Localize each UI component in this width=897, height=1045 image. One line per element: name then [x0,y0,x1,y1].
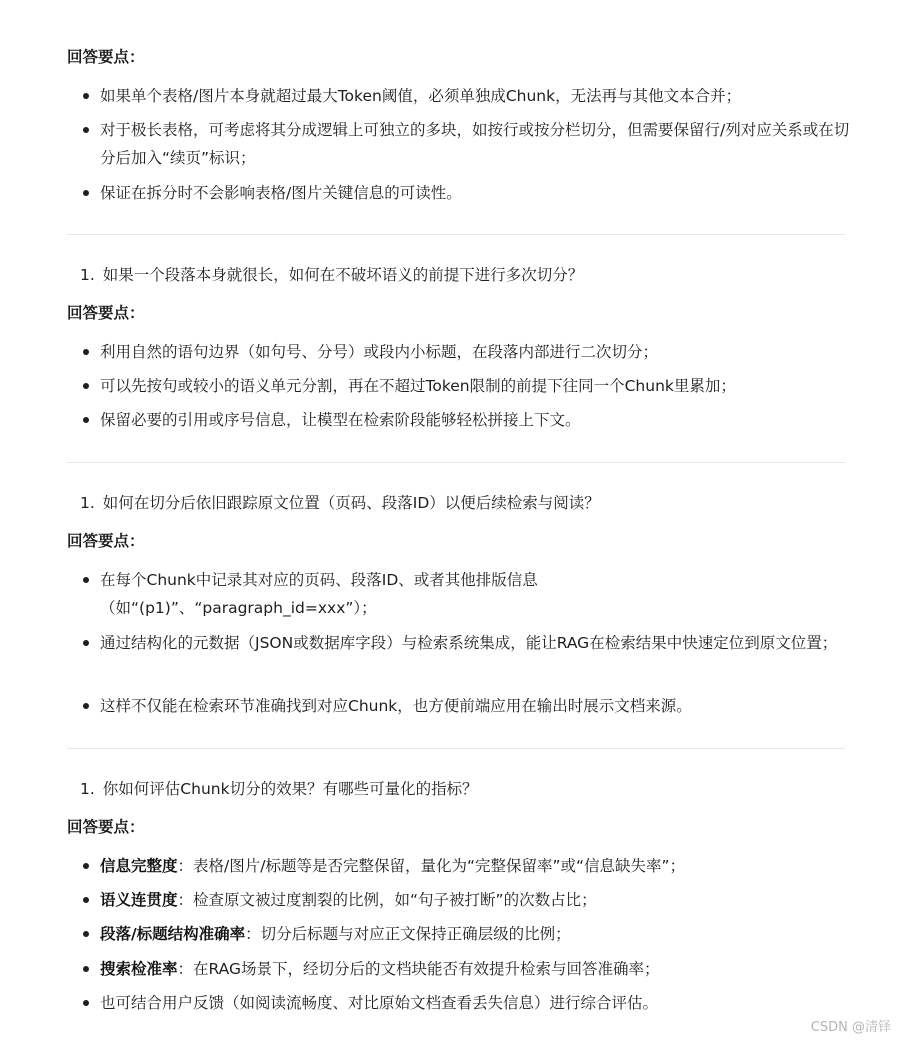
list-item: 保证在拆分时不会影响表格/图片关键信息的可读性。 [100,179,850,207]
list-item: 保留必要的引用或序号信息，让模型在检索阶段能够轻松拼接上下文。 [100,406,850,434]
question-title: 1. 如何在切分后依旧跟踪原文位置（页码、段落ID）以便后续检索与阅读？ [80,494,600,512]
list-item: 如果单个表格/图片本身就超过最大Token阈值，必须单独成Chunk，无法再与其他文本合并； [100,82,850,110]
watermark: CSDN @清铎 [810,1020,891,1035]
list-item: 对于极长表格，可考虑将其分成逻辑上可独立的多块，如按行或按分栏切分，但需要保留行/列对应关系或在切分后加入“续页”标识； [100,116,850,172]
list-item: 信息完整度：表格/图片/标题等是否完整保留，量化为“完整保留率”或“信息缺失率”； [100,852,850,880]
bullet-dot-icon [83,897,89,903]
bullet-dot-icon [83,931,89,937]
answer-points-heading: 回答要点： [67,818,145,836]
bullet-dot-icon [83,1000,89,1006]
section-divider [67,748,845,749]
section-divider [67,462,845,463]
list-item: 这样不仅能在检索环节准确找到对应Chunk，也方便前端应用在输出时展示文档来源。 [100,692,850,720]
list-item: 可以先按句或较小的语义单元分割，再在不超过Token限制的前提下往同一个Chunk里累加； [100,372,850,400]
list-item: 通过结构化的元数据（JSON或数据库字段）与检索系统集成，能让RAG在检索结果中快速定位到原文位置； [100,629,850,657]
bullet-dot-icon [83,127,89,133]
question-title: 1. 你如何评估Chunk切分的效果？有哪些可量化的指标？ [80,780,478,798]
list-item: 语义连贯度：检查原文被过度割裂的比例，如“句子被打断”的次数占比； [100,886,850,914]
bullet-dot-icon [83,863,89,869]
list-item: 搜索检准率：在RAG场景下，经切分后的文档块能否有效提升检索与回答准确率； [100,955,850,983]
bullet-dot-icon [83,93,89,99]
answer-points-heading: 回答要点： [67,304,145,322]
bullet-dot-icon [83,703,89,709]
bullet-dot-icon [83,577,89,583]
list-item: 也可结合用户反馈（如阅读流畅度、对比原始文档查看丢失信息）进行综合评估。 [100,989,850,1017]
bullet-dot-icon [83,417,89,423]
bullet-dot-icon [83,640,89,646]
answer-points-heading: 回答要点： [67,532,145,550]
list-item: 段落/标题结构准确率：切分后标题与对应正文保持正确层级的比例； [100,920,850,948]
list-item: 利用自然的语句边界（如句号、分号）或段内小标题，在段落内部进行二次切分； [100,338,850,366]
bullet-dot-icon [83,190,89,196]
bullet-dot-icon [83,383,89,389]
bullet-dot-icon [83,966,89,972]
bullet-dot-icon [83,349,89,355]
list-item: 在每个Chunk中记录其对应的页码、段落ID、或者其他排版信息 （如“(p1)”、“paragraph_id=xxx”）； [100,566,850,622]
section-divider [67,234,845,235]
question-title: 1. 如果一个段落本身就很长，如何在不破坏语义的前提下进行多次切分？ [80,266,584,284]
answer-points-heading: 回答要点： [67,48,145,66]
